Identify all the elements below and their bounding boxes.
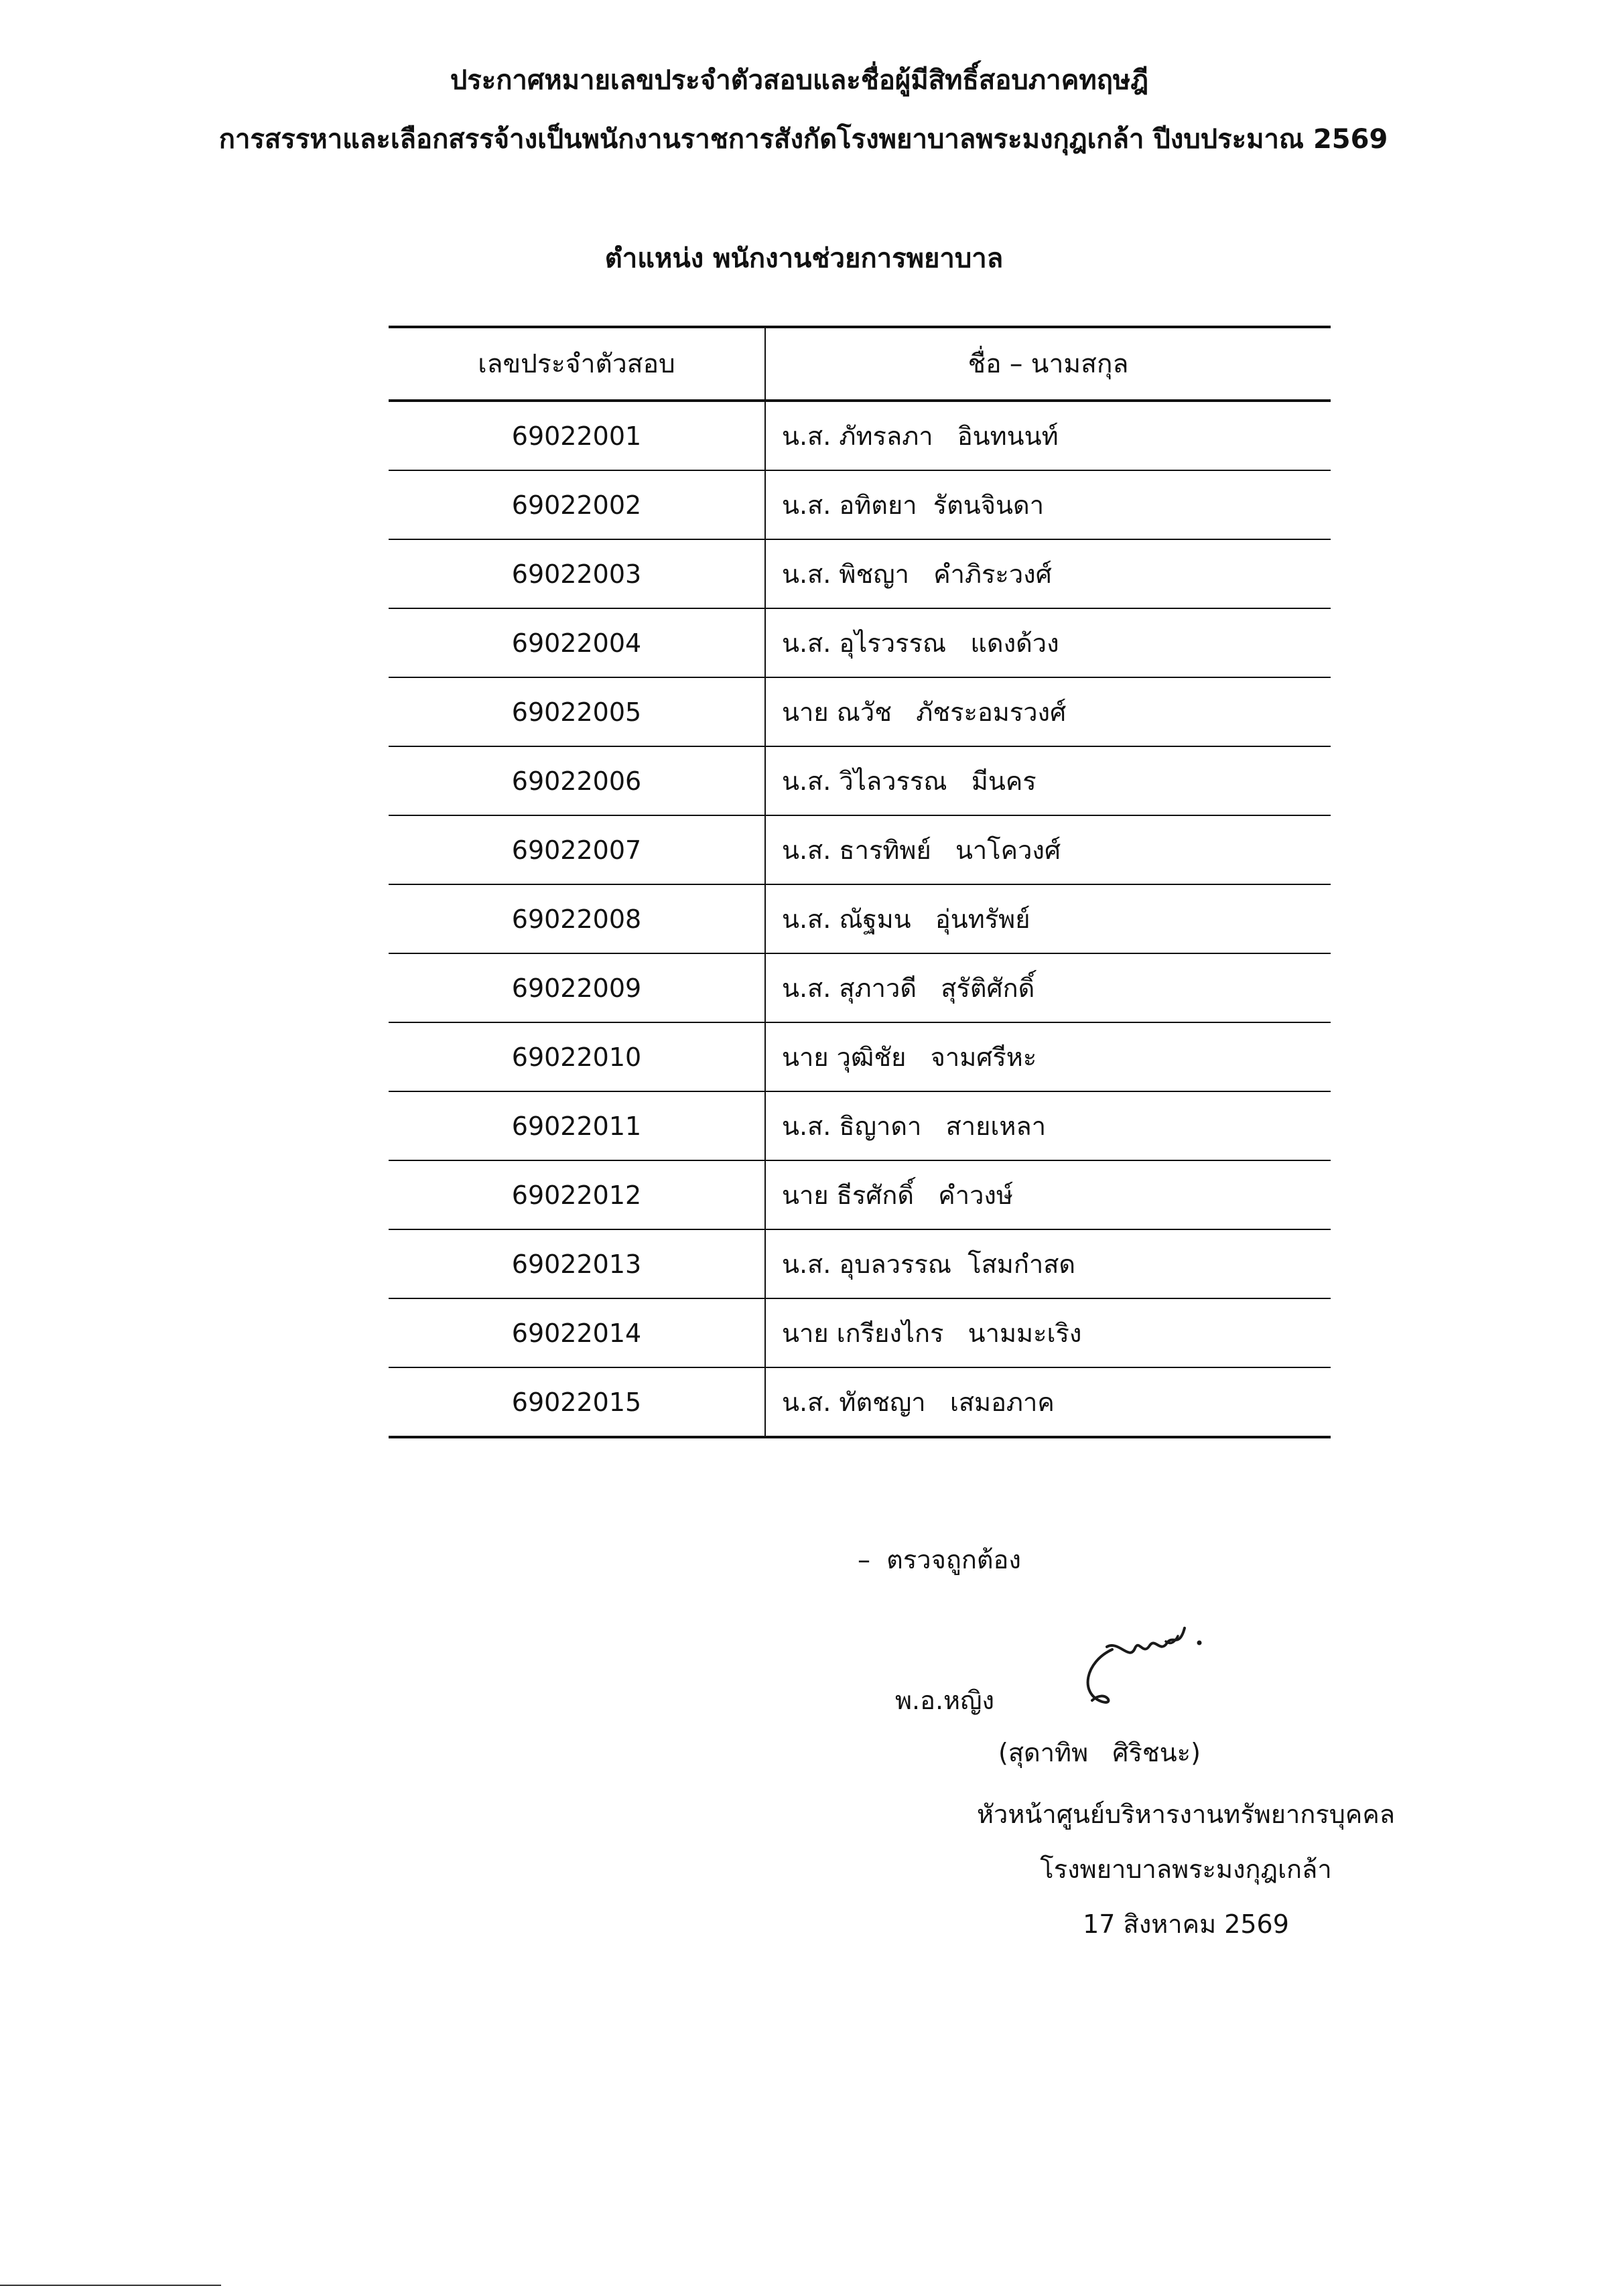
table-header-row (389, 327, 1331, 401)
table-row (389, 1367, 1331, 1437)
table-row (389, 539, 1331, 608)
table-row (389, 1229, 1331, 1298)
exam-id-cell: 69022001 (389, 401, 765, 470)
announcement-subtitle: การสรรหาและเลือกสรรจ้างเป็นพนักงานราชการสังกัดโรงพยาบาลพระมงกุฎเกล้า ปีงบประมาณ 2569 (218, 124, 1388, 155)
table-row (389, 401, 1331, 470)
candidate-name-cell: น.ส. ทัตชญา เสมอภาค (765, 1367, 1331, 1437)
exam-id-cell: 69022012 (389, 1160, 765, 1229)
exam-id-cell: 69022005 (389, 677, 765, 746)
exam-id-cell: 69022008 (389, 884, 765, 953)
candidate-name-cell: นาย เกรียงไกร นามมะเริง (765, 1298, 1331, 1367)
sign-date: 17 สิงหาคม 2569 (1083, 1909, 1289, 1939)
exam-id-cell: 69022006 (389, 746, 765, 815)
exam-id-cell: 69022004 (389, 608, 765, 677)
exam-id-cell: 69022007 (389, 815, 765, 884)
candidate-name-cell: นาย วุฒิชัย จามศรีหะ (765, 1022, 1331, 1091)
table-body (389, 401, 1331, 1437)
candidate-name-cell: นาย ธีรศักดิ์ คำวงษ์ (765, 1160, 1331, 1229)
footer-rule (0, 2285, 221, 2286)
table-row (389, 608, 1331, 677)
table-row (389, 1091, 1331, 1160)
handwritten-signature (1065, 1615, 1219, 1715)
exam-id-cell: 69022010 (389, 1022, 765, 1091)
exam-id-cell: 69022011 (389, 1091, 765, 1160)
exam-id-cell: 69022014 (389, 1298, 765, 1367)
exam-id-cell: 69022013 (389, 1229, 765, 1298)
table-row (389, 1022, 1331, 1091)
candidate-name-cell: น.ส. ณัฐมน อุ่นทรัพย์ (765, 884, 1331, 953)
table-row (389, 1298, 1331, 1367)
candidate-name-cell: น.ส. สุภาวดี สุรัติศักดิ์ (765, 953, 1331, 1022)
table-row (389, 1160, 1331, 1229)
verified-note: – ตรวจถูกต้อง (858, 1545, 1021, 1574)
candidate-name-cell: น.ส. อุบลวรรณ โสมกำสด (765, 1229, 1331, 1298)
table-row (389, 953, 1331, 1022)
announcement-title: ประกาศหมายเลขประจำตัวสอบและชื่อผู้มีสิทธิ์สอบภาคทฤษฎี (450, 65, 1149, 96)
table-row (389, 470, 1331, 539)
signer-position: หัวหน้าศูนย์บริหารงานทรัพยากรบุคคล (976, 1800, 1396, 1829)
table-row (389, 677, 1331, 746)
exam-id-cell: 69022002 (389, 470, 765, 539)
exam-id-cell: 69022009 (389, 953, 765, 1022)
candidate-name-cell: นาย ณวัช ภัชระอมรวงศ์ (765, 677, 1331, 746)
table-row (389, 884, 1331, 953)
exam-id-cell: 69022015 (389, 1367, 765, 1437)
signer-organization: โรงพยาบาลพระมงกุฎเกล้า (1040, 1854, 1332, 1884)
position-heading: ตำแหน่ง พนักงานช่วยการพยาบาล (604, 243, 1004, 274)
candidate-name-cell: น.ส. ธารทิพย์ นาโควงศ์ (765, 815, 1331, 884)
signer-name: (สุดาทิพ ศิริชนะ) (998, 1738, 1201, 1767)
candidate-name-cell: น.ส. อุไรวรรณ แดงด้วง (765, 608, 1331, 677)
table-header (389, 327, 1331, 401)
signer-rank: พ.อ.หญิง (895, 1686, 995, 1715)
column-header-exam-id: เลขประจำตัวสอบ (389, 327, 765, 401)
table-row (389, 746, 1331, 815)
candidate-name-cell: น.ส. พิชญา คำภิระวงศ์ (765, 539, 1331, 608)
candidate-name-cell: น.ส. วิไลวรรณ มีนคร (765, 746, 1331, 815)
exam-id-cell: 69022003 (389, 539, 765, 608)
candidate-table (389, 326, 1331, 1438)
candidate-name-cell: น.ส. ธิญาดา สายเหลา (765, 1091, 1331, 1160)
candidate-name-cell: น.ส. อทิตยา รัตนจินดา (765, 470, 1331, 539)
table-row (389, 815, 1331, 884)
column-header-full-name: ชื่อ – นามสกุล (765, 327, 1331, 401)
candidate-name-cell: น.ส. ภัทรลภา อินทนนท์ (765, 401, 1331, 470)
